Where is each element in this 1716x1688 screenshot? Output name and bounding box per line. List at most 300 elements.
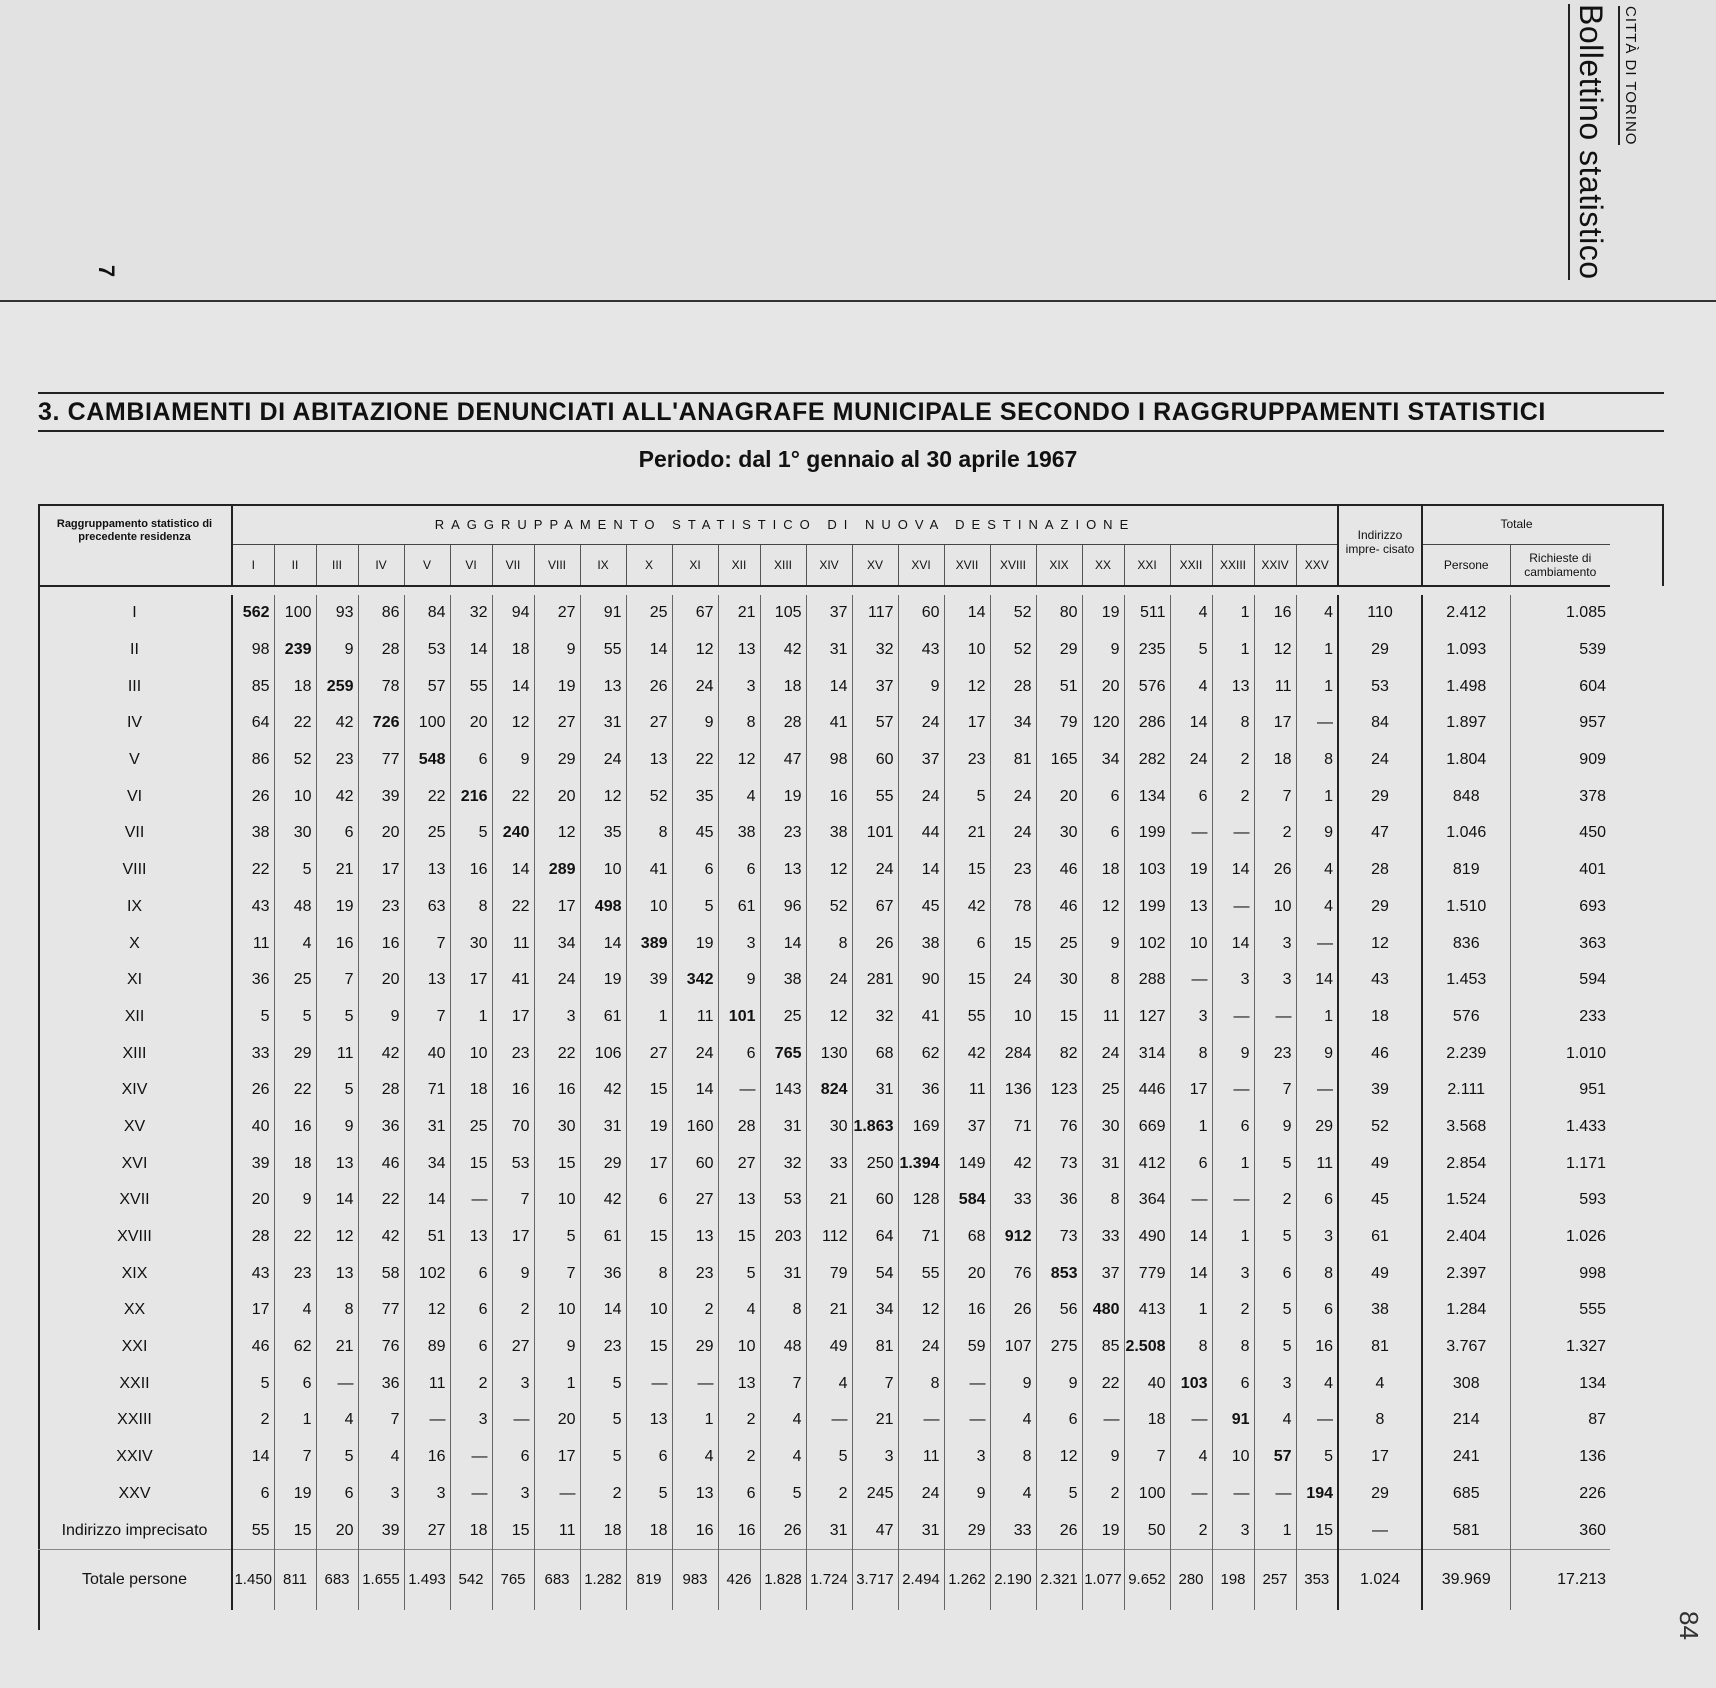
table-cell: 25 xyxy=(1036,925,1082,962)
unspecified-address-cell: 49 xyxy=(1338,1255,1422,1292)
table-cell: 17 xyxy=(534,889,580,926)
table-cell: 19 xyxy=(1170,852,1212,889)
table-cell: 2 xyxy=(492,1292,534,1329)
table-cell: 15 xyxy=(492,1512,534,1549)
table-cell: 2 xyxy=(1212,778,1254,815)
table-cell: 34 xyxy=(990,705,1036,742)
column-header-vi: VI xyxy=(450,545,492,587)
row-label: VIII xyxy=(38,852,232,889)
table-cell: — xyxy=(1212,815,1254,852)
unspecified-address-cell: 110 xyxy=(1338,595,1422,632)
table-cell: 86 xyxy=(251,751,270,769)
unspecified-address-cell: 29 xyxy=(1338,632,1422,669)
row-label: Indirizzo imprecisato xyxy=(38,1512,232,1549)
table-cell: 16 xyxy=(274,1109,316,1146)
table-cell: 13 xyxy=(672,1219,718,1256)
unspecified-address-cell: 52 xyxy=(1338,1109,1422,1146)
table-cell: 68 xyxy=(852,1035,898,1072)
column-header-xix: XIX xyxy=(1036,545,1082,587)
table-cell: 3 xyxy=(1296,1219,1338,1256)
table-cell: 5 xyxy=(450,815,492,852)
total-cell: 353 xyxy=(1296,1549,1338,1610)
table-cell: 11 xyxy=(944,1072,990,1109)
table-cell: 28 xyxy=(251,1228,270,1246)
table-cell: 102 xyxy=(1124,925,1170,962)
table-cell: 1 xyxy=(1170,1109,1212,1146)
table-cell: 2 xyxy=(1082,1476,1124,1513)
table-cell: 60 xyxy=(898,595,944,632)
table-cell: 4 xyxy=(316,1402,358,1439)
table-cell: 389 xyxy=(626,925,672,962)
table-cell: 14 xyxy=(672,1072,718,1109)
table-cell: 6 xyxy=(1212,1365,1254,1402)
table-row xyxy=(38,1145,1610,1182)
table-cell: 13 xyxy=(626,1402,672,1439)
table-cell: 120 xyxy=(1082,705,1124,742)
table-cell: 8 xyxy=(718,705,760,742)
table-cell: 1 xyxy=(1212,1145,1254,1182)
table-cell: 90 xyxy=(898,962,944,999)
table-cell: 15 xyxy=(626,1072,672,1109)
table-cell: 21 xyxy=(316,1329,358,1366)
total-persons-cell: 819 xyxy=(1452,861,1480,879)
table-cell: 23 xyxy=(316,742,358,779)
header-new-destination: RAGGRUPPAMENTO STATISTICO DI NUOVA DESTINAZIONE xyxy=(232,504,1338,545)
table-cell: 42 xyxy=(760,632,806,669)
table-cell: 9 xyxy=(1212,1035,1254,1072)
table-cell: 4 xyxy=(274,925,316,962)
table-cell: — xyxy=(944,1402,990,1439)
table-cell: 31 xyxy=(580,1109,626,1146)
table-cell: 8 xyxy=(1296,742,1338,779)
table-cell: 5 xyxy=(1254,1145,1296,1182)
table-cell: 10 xyxy=(1212,1439,1254,1476)
total-requests-cell: 363 xyxy=(1510,925,1610,962)
table-cell: 9 xyxy=(1254,1109,1296,1146)
table-row xyxy=(38,668,1610,705)
table-cell: — xyxy=(1254,1476,1296,1513)
table-cell: 5 xyxy=(316,999,358,1036)
table-cell: 6 xyxy=(626,1182,672,1219)
table-cell: 18 xyxy=(492,632,534,669)
total-cell: 1.724 xyxy=(806,1549,852,1610)
table-cell: 24 xyxy=(898,778,944,815)
table-cell: 33 xyxy=(806,1145,852,1182)
table-row xyxy=(38,889,1610,926)
column-header-xv: XV xyxy=(852,545,898,587)
table-cell: 60 xyxy=(852,742,898,779)
table-cell: 10 xyxy=(274,778,316,815)
total-requests-cell: 1.026 xyxy=(1510,1219,1610,1256)
table-cell: 240 xyxy=(492,815,534,852)
table-cell: 42 xyxy=(944,889,990,926)
table-cell: 7 xyxy=(1254,1072,1296,1109)
table-cell: 25 xyxy=(1082,1072,1124,1109)
column-header-xxi: XXI xyxy=(1124,545,1170,587)
table-cell: 24 xyxy=(990,815,1036,852)
table-cell: 27 xyxy=(492,1329,534,1366)
table-cell: 10 xyxy=(534,1292,580,1329)
table-cell: 1 xyxy=(1254,1512,1296,1549)
table-cell: 9 xyxy=(1296,815,1338,852)
table-cell: 15 xyxy=(944,852,990,889)
header-total-requests: Richieste di cambiamento xyxy=(1510,545,1610,587)
table-cell: 3 xyxy=(534,999,580,1036)
table-cell: 61 xyxy=(580,999,626,1036)
table-cell: 15 xyxy=(626,1219,672,1256)
table-cell: 5 xyxy=(718,1255,760,1292)
table-cell: 81 xyxy=(852,1329,898,1366)
table-cell: 20 xyxy=(358,962,404,999)
table-cell: 22 xyxy=(1082,1365,1124,1402)
row-label: IV xyxy=(38,705,232,742)
table-cell: 106 xyxy=(580,1035,626,1072)
table-cell: 25 xyxy=(450,1109,492,1146)
table-cell: 24 xyxy=(672,668,718,705)
table-cell: 8 xyxy=(806,925,852,962)
table-cell: 71 xyxy=(898,1219,944,1256)
total-requests-cell: 1.327 xyxy=(1510,1329,1610,1366)
table-row xyxy=(38,1219,1610,1256)
table-cell: 49 xyxy=(806,1329,852,1366)
table-cell: 1.863 xyxy=(852,1109,898,1146)
row-label: XXV xyxy=(38,1476,232,1513)
table-cell: 102 xyxy=(404,1255,450,1292)
total-cell: 9.652 xyxy=(1124,1549,1170,1610)
total-cell: 811 xyxy=(274,1549,316,1610)
table-cell: 1 xyxy=(1170,1292,1212,1329)
row-label: XVI xyxy=(38,1145,232,1182)
total-unspecified-cell: 1.024 xyxy=(1338,1549,1422,1610)
table-cell: 9 xyxy=(1082,925,1124,962)
city-name: CITTÀ DI TORINO xyxy=(1618,6,1639,145)
table-cell: 22 xyxy=(358,1182,404,1219)
column-header-xvi: XVI xyxy=(898,545,944,587)
table-cell: 10 xyxy=(534,1182,580,1219)
table-cell: 14 xyxy=(1212,925,1254,962)
table-cell: 51 xyxy=(1036,668,1082,705)
table-cell: 17 xyxy=(1170,1072,1212,1109)
column-header-xviii: XVIII xyxy=(990,545,1036,587)
table-cell: 134 xyxy=(1124,778,1170,815)
table-cell: — xyxy=(898,1402,944,1439)
total-persons-cell: 3.568 xyxy=(1446,1117,1487,1135)
table-cell: 2 xyxy=(1170,1512,1212,1549)
table-cell: 42 xyxy=(944,1035,990,1072)
table-cell: 79 xyxy=(806,1255,852,1292)
table-cell: — xyxy=(718,1072,760,1109)
total-cell: 1.828 xyxy=(760,1549,806,1610)
table-cell: 48 xyxy=(760,1329,806,1366)
total-requests-cell: 134 xyxy=(1510,1365,1610,1402)
table-cell: 52 xyxy=(806,889,852,926)
table-cell: 1.394 xyxy=(898,1145,944,1182)
table-cell: 128 xyxy=(898,1182,944,1219)
table-cell: 6 xyxy=(718,852,760,889)
table-cell: 8 xyxy=(760,1292,806,1329)
total-requests-cell: 693 xyxy=(1510,889,1610,926)
row-label: XXII xyxy=(38,1365,232,1402)
column-header-xxii: XXII xyxy=(1170,545,1212,587)
table-cell: 84 xyxy=(404,595,450,632)
table-cell: — xyxy=(626,1365,672,1402)
table-cell: 21 xyxy=(806,1292,852,1329)
total-cell: 280 xyxy=(1170,1549,1212,1610)
table-cell: 7 xyxy=(1254,778,1296,815)
table-cell: 35 xyxy=(580,815,626,852)
table-cell: 2 xyxy=(718,1439,760,1476)
table-cell: 726 xyxy=(358,705,404,742)
table-cell: 203 xyxy=(760,1219,806,1256)
table-cell: 5 xyxy=(274,999,316,1036)
table-cell: 73 xyxy=(1036,1219,1082,1256)
table-cell: 6 xyxy=(450,1329,492,1366)
table-cell: 40 xyxy=(251,1117,270,1135)
table-cell: 3 xyxy=(1254,925,1296,962)
table-cell: — xyxy=(316,1365,358,1402)
table-cell: 17 xyxy=(944,705,990,742)
table-cell: 480 xyxy=(1082,1292,1124,1329)
table-cell: 7 xyxy=(760,1365,806,1402)
total-cell: 983 xyxy=(672,1549,718,1610)
table-cell: 24 xyxy=(806,962,852,999)
table-cell: 5 xyxy=(1254,1219,1296,1256)
table-cell: 6 xyxy=(672,852,718,889)
table-cell: 82 xyxy=(1036,1035,1082,1072)
total-persons-cell: 1.453 xyxy=(1446,971,1487,989)
table-cell: — xyxy=(1082,1402,1124,1439)
table-cell: 5 xyxy=(534,1219,580,1256)
column-header-ix: IX xyxy=(580,545,626,587)
table-cell: 14 xyxy=(626,632,672,669)
table-cell: 61 xyxy=(580,1219,626,1256)
table-cell: 14 xyxy=(760,925,806,962)
table-cell: 23 xyxy=(492,1035,534,1072)
title-rule-top xyxy=(38,392,1664,394)
table-cell: 103 xyxy=(1124,852,1170,889)
column-header-v: V xyxy=(404,545,450,587)
table-cell: 17 xyxy=(358,852,404,889)
table-cell: 1 xyxy=(626,999,672,1036)
table-cell: 38 xyxy=(898,925,944,962)
total-requests-cell: 378 xyxy=(1510,778,1610,815)
table-cell: 27 xyxy=(672,1182,718,1219)
bulletin-title: Bollettino statistico xyxy=(1568,4,1609,280)
table-cell: 38 xyxy=(251,824,270,842)
table-cell: 12 xyxy=(1254,632,1296,669)
table-cell: 17 xyxy=(534,1439,580,1476)
table-cell: 12 xyxy=(1036,1439,1082,1476)
unspecified-address-cell: 29 xyxy=(1338,889,1422,926)
table-cell: 3 xyxy=(492,1365,534,1402)
table-cell: 5 xyxy=(1296,1439,1338,1476)
table-cell: 199 xyxy=(1124,889,1170,926)
table-cell: 30 xyxy=(1036,962,1082,999)
table-cell: 19 xyxy=(1082,595,1124,632)
table-cell: 31 xyxy=(760,1255,806,1292)
table-cell: 36 xyxy=(358,1365,404,1402)
table-cell: 3 xyxy=(1212,1255,1254,1292)
table-cell: 4 xyxy=(990,1476,1036,1513)
table-cell: 8 xyxy=(1296,1255,1338,1292)
table-cell: 6 xyxy=(1296,1182,1338,1219)
table-cell: 4 xyxy=(1296,595,1338,632)
table-cell: — xyxy=(450,1476,492,1513)
table-cell: 42 xyxy=(580,1072,626,1109)
table-cell: 24 xyxy=(990,962,1036,999)
row-label: XIV xyxy=(38,1072,232,1109)
table-cell: 6 xyxy=(718,1035,760,1072)
table-cell: 16 xyxy=(944,1292,990,1329)
table-cell: 103 xyxy=(1170,1365,1212,1402)
table-cell: 6 xyxy=(316,1476,358,1513)
table-cell: 38 xyxy=(806,815,852,852)
table-cell: 5 xyxy=(316,1439,358,1476)
table-cell: 112 xyxy=(806,1219,852,1256)
table-cell: 25 xyxy=(404,815,450,852)
table-cell: 23 xyxy=(944,742,990,779)
table-cell: 14 xyxy=(404,1182,450,1219)
table-cell: — xyxy=(1296,705,1338,742)
table-cell: 96 xyxy=(760,889,806,926)
table-cell: 42 xyxy=(316,705,358,742)
table-cell: 42 xyxy=(990,1145,1036,1182)
total-requests-cell: 957 xyxy=(1510,705,1610,742)
table-cell: 29 xyxy=(580,1145,626,1182)
table-cell: 73 xyxy=(1036,1145,1082,1182)
table-cell: 24 xyxy=(534,962,580,999)
table-cell: 80 xyxy=(1036,595,1082,632)
table-cell: 41 xyxy=(806,705,852,742)
table-cell: 36 xyxy=(1036,1182,1082,1219)
table-cell: 18 xyxy=(1082,852,1124,889)
row-label: III xyxy=(38,668,232,705)
table-cell: 12 xyxy=(944,668,990,705)
table-row xyxy=(38,999,1610,1036)
table-cell: 4 xyxy=(718,778,760,815)
table-cell: 6 xyxy=(492,1439,534,1476)
table-cell: 669 xyxy=(1124,1109,1170,1146)
grand-total-persons: 39.969 xyxy=(1422,1549,1510,1610)
table-cell: 16 xyxy=(672,1512,718,1549)
table-cell: 7 xyxy=(852,1365,898,1402)
total-requests-cell: 1.171 xyxy=(1510,1145,1610,1182)
table-cell: 43 xyxy=(898,632,944,669)
total-requests-cell: 360 xyxy=(1510,1512,1610,1549)
table-cell: 9 xyxy=(898,668,944,705)
table-cell: 57 xyxy=(1254,1439,1296,1476)
table-cell: 14 xyxy=(251,1448,270,1466)
table-cell: 13 xyxy=(718,1365,760,1402)
table-cell: 40 xyxy=(404,1035,450,1072)
table-cell: 46 xyxy=(358,1145,404,1182)
total-requests-cell: 604 xyxy=(1510,668,1610,705)
table-cell: 10 xyxy=(1170,925,1212,962)
table-cell: 490 xyxy=(1124,1219,1170,1256)
table-cell: 12 xyxy=(534,815,580,852)
table-cell: 26 xyxy=(626,668,672,705)
table-cell: 38 xyxy=(760,962,806,999)
table-cell: 16 xyxy=(806,778,852,815)
table-cell: 24 xyxy=(898,1329,944,1366)
table-cell: — xyxy=(1170,962,1212,999)
unspecified-address-cell: 45 xyxy=(1338,1182,1422,1219)
table-cell: 21 xyxy=(944,815,990,852)
table-cell: 22 xyxy=(492,889,534,926)
total-persons-cell: 1.498 xyxy=(1446,677,1487,695)
table-cell: 8 xyxy=(626,815,672,852)
row-label: XXIII xyxy=(38,1402,232,1439)
table-cell: 7 xyxy=(404,925,450,962)
column-header-iv: IV xyxy=(358,545,404,587)
table-cell: 19 xyxy=(534,668,580,705)
table-cell: 4 xyxy=(1170,668,1212,705)
table-cell: 55 xyxy=(944,999,990,1036)
table-cell: 9 xyxy=(944,1476,990,1513)
table-cell: 31 xyxy=(806,1512,852,1549)
table-cell: 12 xyxy=(316,1219,358,1256)
total-requests-cell: 951 xyxy=(1510,1072,1610,1109)
column-header-xxiii: XXIII xyxy=(1212,545,1254,587)
table-cell: 45 xyxy=(898,889,944,926)
table-cell: 67 xyxy=(852,889,898,926)
table-cell: — xyxy=(1170,1182,1212,1219)
table-cell: 250 xyxy=(852,1145,898,1182)
table-cell: 3 xyxy=(492,1476,534,1513)
table-cell: 562 xyxy=(242,604,270,622)
table-cell: 28 xyxy=(358,632,404,669)
table-cell: 10 xyxy=(1254,889,1296,926)
total-requests-cell: 401 xyxy=(1510,852,1610,889)
table-cell: 912 xyxy=(990,1219,1036,1256)
unspecified-address-cell: 47 xyxy=(1338,815,1422,852)
table-cell: — xyxy=(1212,999,1254,1036)
table-cell: 4 xyxy=(806,1365,852,1402)
table-cell: 1 xyxy=(1212,1219,1254,1256)
total-persons-cell: 2.412 xyxy=(1446,604,1487,622)
table-cell: 71 xyxy=(990,1109,1036,1146)
total-cell: 198 xyxy=(1212,1549,1254,1610)
table-cell: 79 xyxy=(1036,705,1082,742)
table-cell: 853 xyxy=(1036,1255,1082,1292)
table-cell: 36 xyxy=(358,1109,404,1146)
table-cell: — xyxy=(1212,1072,1254,1109)
table-cell: 27 xyxy=(626,1035,672,1072)
unspecified-address-cell: 12 xyxy=(1338,925,1422,962)
table-cell: 78 xyxy=(358,668,404,705)
table-cell: 18 xyxy=(450,1512,492,1549)
row-label: VI xyxy=(38,778,232,815)
total-persons-cell: 2.404 xyxy=(1446,1228,1487,1246)
table-cell: 14 xyxy=(806,668,852,705)
table-cell: 68 xyxy=(944,1219,990,1256)
table-cell: 20 xyxy=(358,815,404,852)
total-requests-cell: 555 xyxy=(1510,1292,1610,1329)
unspecified-address-cell: 24 xyxy=(1338,742,1422,779)
table-cell: 34 xyxy=(534,925,580,962)
table-cell: 13 xyxy=(760,852,806,889)
table-cell: 4 xyxy=(1296,852,1338,889)
table-cell: 94 xyxy=(492,595,534,632)
table-cell: 18 xyxy=(626,1512,672,1549)
table-cell: 413 xyxy=(1124,1292,1170,1329)
table-cell: 41 xyxy=(492,962,534,999)
table-cell: 55 xyxy=(852,778,898,815)
table-cell: 18 xyxy=(760,668,806,705)
total-requests-cell: 1.433 xyxy=(1510,1109,1610,1146)
table-cell: 34 xyxy=(852,1292,898,1329)
row-label: XIII xyxy=(38,1035,232,1072)
